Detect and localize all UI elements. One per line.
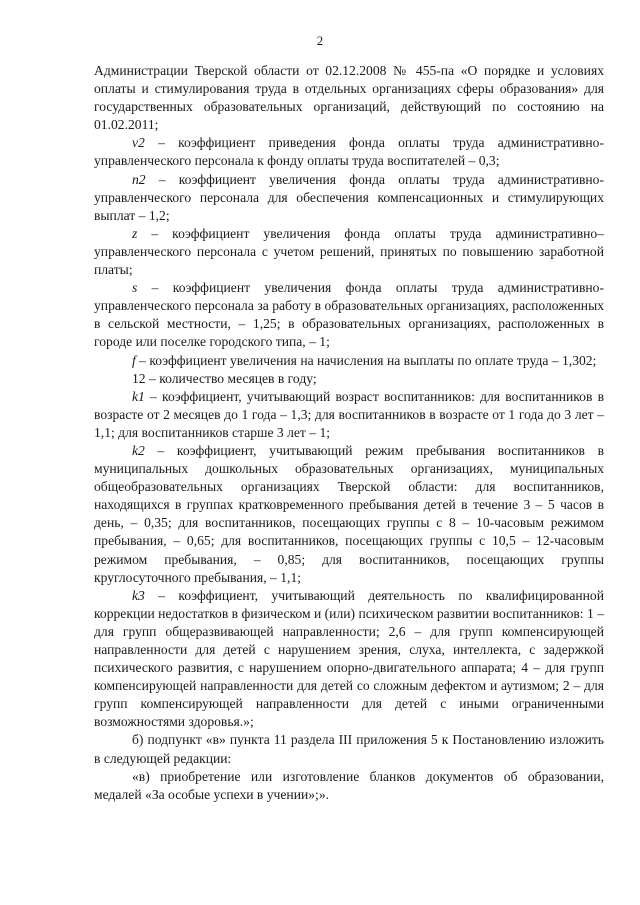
paragraph-subclause-v [94, 768, 604, 804]
coefficient-symbol: n2 [132, 171, 146, 187]
paragraph-text: – коэффициент, учитывающий режим пребывания воспитанников в муниципальных дошкольных образовательных организациях, муниципальных общеобразовательных организациях Тверской области: для воспитанников, находящихся в группах кратковременного пребывания детей в течение 3 – 5 часов в день, – 0,35; для воспитанников, посещающих группы с 8 – 10-часовым режимом пребывания, – 0,65; для воспитанников, посещающих группы с 10,5 – 12-часовым режимом пребывания, – 0,85; для воспитанников, посещающих группы круглосуточного пребывания, – 1,1; [94, 442, 604, 585]
paragraph-text: – коэффициент увеличения фонда оплаты труда административно-управленческого персонала за работу в образовательных организациях, расположенных в сельской местности, – 1,25; в образовательных организациях, расположенных в городе или поселке городского типа, – 1; [94, 280, 604, 350]
paragraph-n2 [94, 171, 604, 225]
paragraph-text: 12 – количество месяцев в году; [132, 370, 317, 386]
paragraph-text: – коэффициент, учитывающий деятельность по квалифицированной коррекции недостатков в физическом и (или) психическом развитии воспитанников: 1 – для групп общеразвивающей направленности; 2,6 – для групп компенсирующей направленности для детей с нарушением зрения, слуха, интеллекта, с задержкой психического развития, с нарушением опорно-двигательного аппарата; 4 – для групп компенсирующей направленности для детей со сложным дефектом и аутизмом; 2 – для групп компенсирующей направленности для детей с иными ограниченными возможностями здоровья.»; [94, 587, 604, 730]
paragraph-text: – коэффициент приведения фонда оплаты труда административно-управленческого персонала к фонду оплаты труда воспитателей – 0,3; [94, 135, 604, 169]
paragraph-text: б) подпункт «в» пункта 11 раздела III приложения 5 к Постановлению изложить в следующей редакции: [94, 732, 604, 766]
paragraph-text: «в) приобретение или изготовление бланков документов об образовании, медалей «За особые успехи в учении»;». [94, 768, 604, 802]
paragraph-k2 [94, 442, 604, 587]
coefficient-symbol: k2 [132, 442, 145, 458]
page-number: 2 [316, 33, 324, 48]
paragraph-text: – коэффициент, учитывающий возраст воспитанников: для воспитанников в возрасте от 2 месяцев до 1 года – 1,3; для воспитанников в возрасте от 1 года до 3 лет – 1,1; для воспитанников старше 3 лет – 1; [94, 388, 604, 440]
paragraph-f [94, 352, 604, 370]
coefficient-symbol: v2 [132, 135, 145, 151]
document-body [94, 62, 604, 804]
coefficient-symbol: s [132, 280, 138, 296]
paragraph-text: – коэффициент увеличения на начисления на выплаты по оплате труда – 1,302; [135, 352, 597, 368]
paragraph-text: – коэффициент увеличения фонда оплаты труда административно–управленческого персонала с учетом решений, принятых по повышению заработной платы; [94, 225, 604, 278]
paragraph-text: – коэффициент увеличения фонда оплаты труда административно-управленческого персонала для обеспечения компенсационных и стимулирующих выплат – 1,2; [94, 171, 604, 223]
paragraph-subclause-b [94, 731, 604, 767]
paragraph-s [94, 279, 604, 351]
paragraph-intro [94, 62, 604, 134]
coefficient-symbol: z [132, 225, 138, 241]
coefficient-symbol: k3 [132, 587, 145, 603]
paragraph-k1 [94, 388, 604, 442]
paragraph-v2 [94, 134, 604, 170]
coefficient-symbol: f [132, 352, 136, 368]
coefficient-symbol: k1 [132, 388, 145, 404]
paragraph-z [94, 225, 604, 279]
paragraph-k3 [94, 587, 604, 732]
paragraph-text: Администрации Тверской области от 02.12.2008 № 455-па «О порядке и условиях оплаты и стимулирования труда в отдельных организациях сферы образования» для государственных образовательных организаций, действующий по состоянию на 01.02.2011; [94, 63, 604, 133]
paragraph-months [94, 370, 604, 388]
